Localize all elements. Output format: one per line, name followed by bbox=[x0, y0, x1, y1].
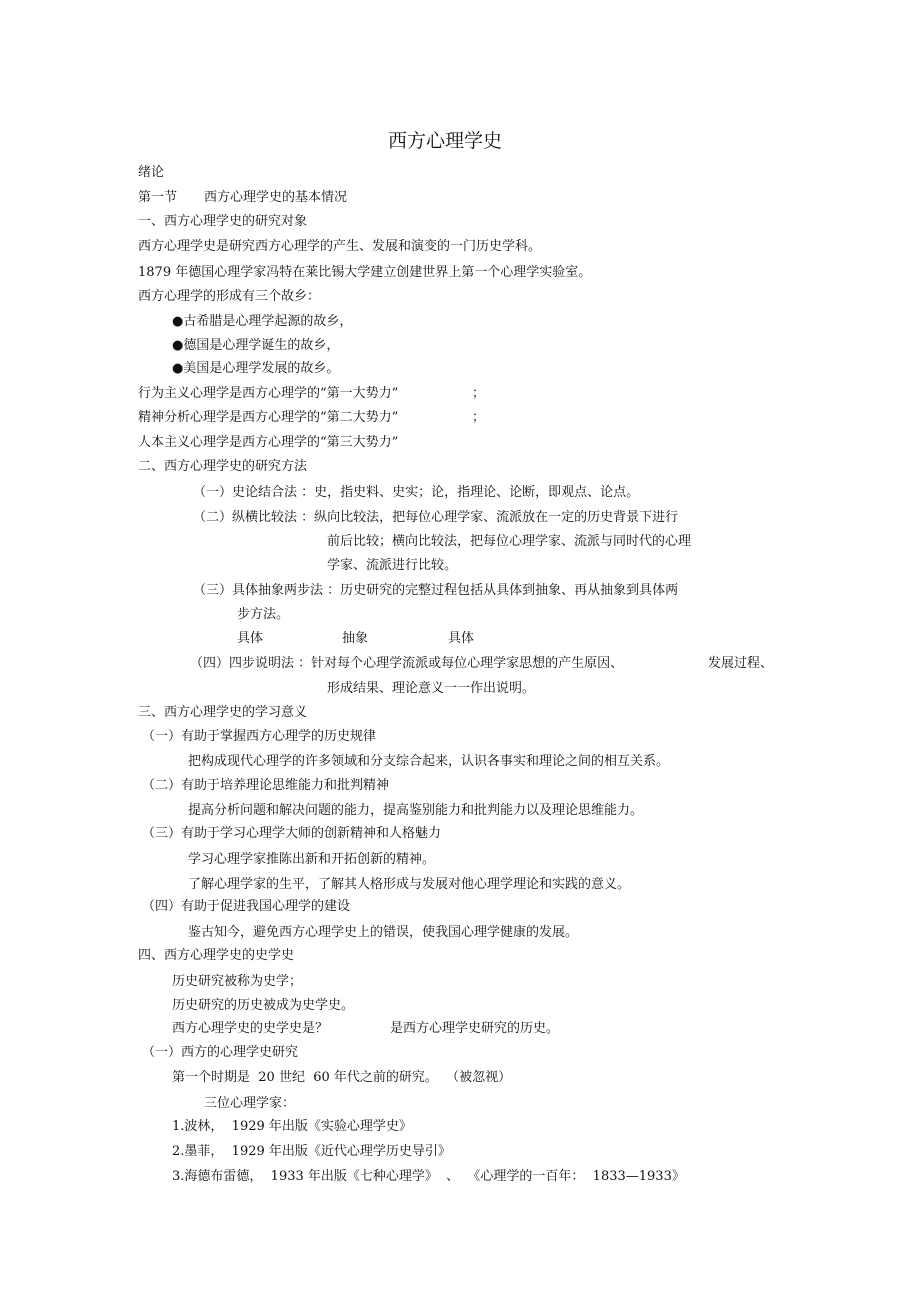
paragraph: 三位心理学家： bbox=[204, 1096, 296, 1111]
paragraph: 行为主义心理学是西方心理学的“第一大势力” bbox=[138, 386, 399, 401]
method-line: （四）四步说明法 ：针对每个心理学流派或每位心理学家思想的产生原因、 bbox=[190, 656, 624, 671]
paragraph: 第一个时期是 20 世纪 60 年代之前的研究。 （被忽视） bbox=[172, 1070, 512, 1085]
method-line: （三）具体抽象两步法 ：历史研究的完整过程包括从具体到抽象、再从抽象到具体两 bbox=[193, 583, 679, 598]
method-line: 步方法。 bbox=[237, 607, 290, 622]
paragraph: 人本主义心理学是西方心理学的“第三大势力” bbox=[138, 435, 399, 450]
method-step: 抽象 bbox=[342, 631, 369, 646]
method-step: 具体 bbox=[237, 631, 264, 646]
method-line: （一）史论结合法 ：史，指史料、史实；论，指理论、论断，即观点、论点。 bbox=[193, 485, 640, 500]
part4-heading: 四、西方心理学史的史学史 bbox=[138, 948, 295, 963]
paragraph: 西方心理学的形成有三个故乡： bbox=[138, 289, 321, 304]
subheading: （一）西方的心理学史研究 bbox=[142, 1045, 299, 1060]
method-line: 发展过程、 bbox=[708, 656, 774, 671]
method-step: 具体 bbox=[448, 631, 475, 646]
method-line: （二）纵横比较法 ：纵向比较法，把每位心理学家、流派放在一定的历史背景下进行 bbox=[193, 510, 679, 525]
part1-heading: 一、西方心理学史的研究对象 bbox=[138, 214, 308, 229]
paragraph: 精神分析心理学是西方心理学的“第二大势力” bbox=[138, 410, 399, 425]
bullet-item: ●德国是心理学诞生的故乡， bbox=[172, 338, 340, 353]
part2-heading: 二、西方心理学史的研究方法 bbox=[138, 459, 308, 474]
paragraph: 提高分析问题和解决问题的能力，提高鉴别能力和批判能力以及理论思维能力。 bbox=[188, 803, 644, 818]
paragraph: 把构成现代心理学的许多领域和分支综合起来，认识各事实和理论之间的相互关系。 bbox=[188, 754, 670, 769]
list-item: 2.墨菲， 1929 年出版《近代心理学历史导引》 bbox=[172, 1144, 451, 1159]
subheading: （三）有助于学习心理学大师的创新精神和人格魅力 bbox=[142, 826, 442, 841]
list-item: 3.海德布雷德， 1933 年出版《七种心理学》 、 《心理学的一百年： 1833—1933》 bbox=[172, 1169, 685, 1184]
method-line: 形成结果、理论意义一一作出说明。 bbox=[327, 681, 536, 696]
section-number: 第一节 bbox=[138, 190, 178, 205]
subheading: （四）有助于促进我国心理学的建设 bbox=[142, 899, 351, 914]
paragraph: 西方心理学史是研究西方心理学的产生、发展和演变的一门历史学科。 bbox=[138, 239, 542, 254]
part3-heading: 三、西方心理学史的学习意义 bbox=[138, 705, 308, 720]
bullet-item: ●古希腊是心理学起源的故乡， bbox=[172, 314, 353, 329]
method-line: 学家、流派进行比较。 bbox=[327, 558, 458, 573]
subheading: （一）有助于掌握西方心理学的历史规律 bbox=[142, 729, 377, 744]
subheading: （二）有助于培养理论思维能力和批判精神 bbox=[142, 778, 390, 793]
paragraph: 学习心理学家推陈出新和开拓创新的精神。 bbox=[188, 852, 436, 867]
paragraph: 历史研究被称为史学； bbox=[172, 974, 303, 989]
paragraph: 历史研究的历史被成为史学史。 bbox=[172, 998, 355, 1013]
paragraph: 鉴古知今，避免西方心理学史上的错误，使我国心理学健康的发展。 bbox=[188, 925, 579, 940]
list-item: 1.波林， 1929 年出版《实验心理学史》 bbox=[172, 1119, 412, 1134]
method-line: 前后比较；横向比较法，把每位心理学家、流派与同时代的心理 bbox=[327, 534, 692, 549]
bullet-item: ●美国是心理学发展的故乡。 bbox=[172, 361, 340, 376]
paragraph: 西方心理学史的史学史是？ bbox=[172, 1021, 329, 1036]
section-title: 西方心理学史的基本情况 bbox=[204, 190, 348, 205]
intro-heading: 绪论 bbox=[138, 165, 165, 180]
paragraph: 是西方心理学史研究的历史。 bbox=[390, 1021, 560, 1036]
semicolon: ； bbox=[472, 410, 486, 425]
page-title: 西方心理学史 bbox=[388, 130, 503, 152]
paragraph: 1879 年德国心理学家冯特在莱比锡大学建立创建世界上第一个心理学实验室。 bbox=[138, 265, 592, 280]
paragraph: 了解心理学家的生平，了解其人格形成与发展对他心理学理论和实践的意义。 bbox=[188, 877, 631, 892]
semicolon: ； bbox=[472, 386, 486, 401]
